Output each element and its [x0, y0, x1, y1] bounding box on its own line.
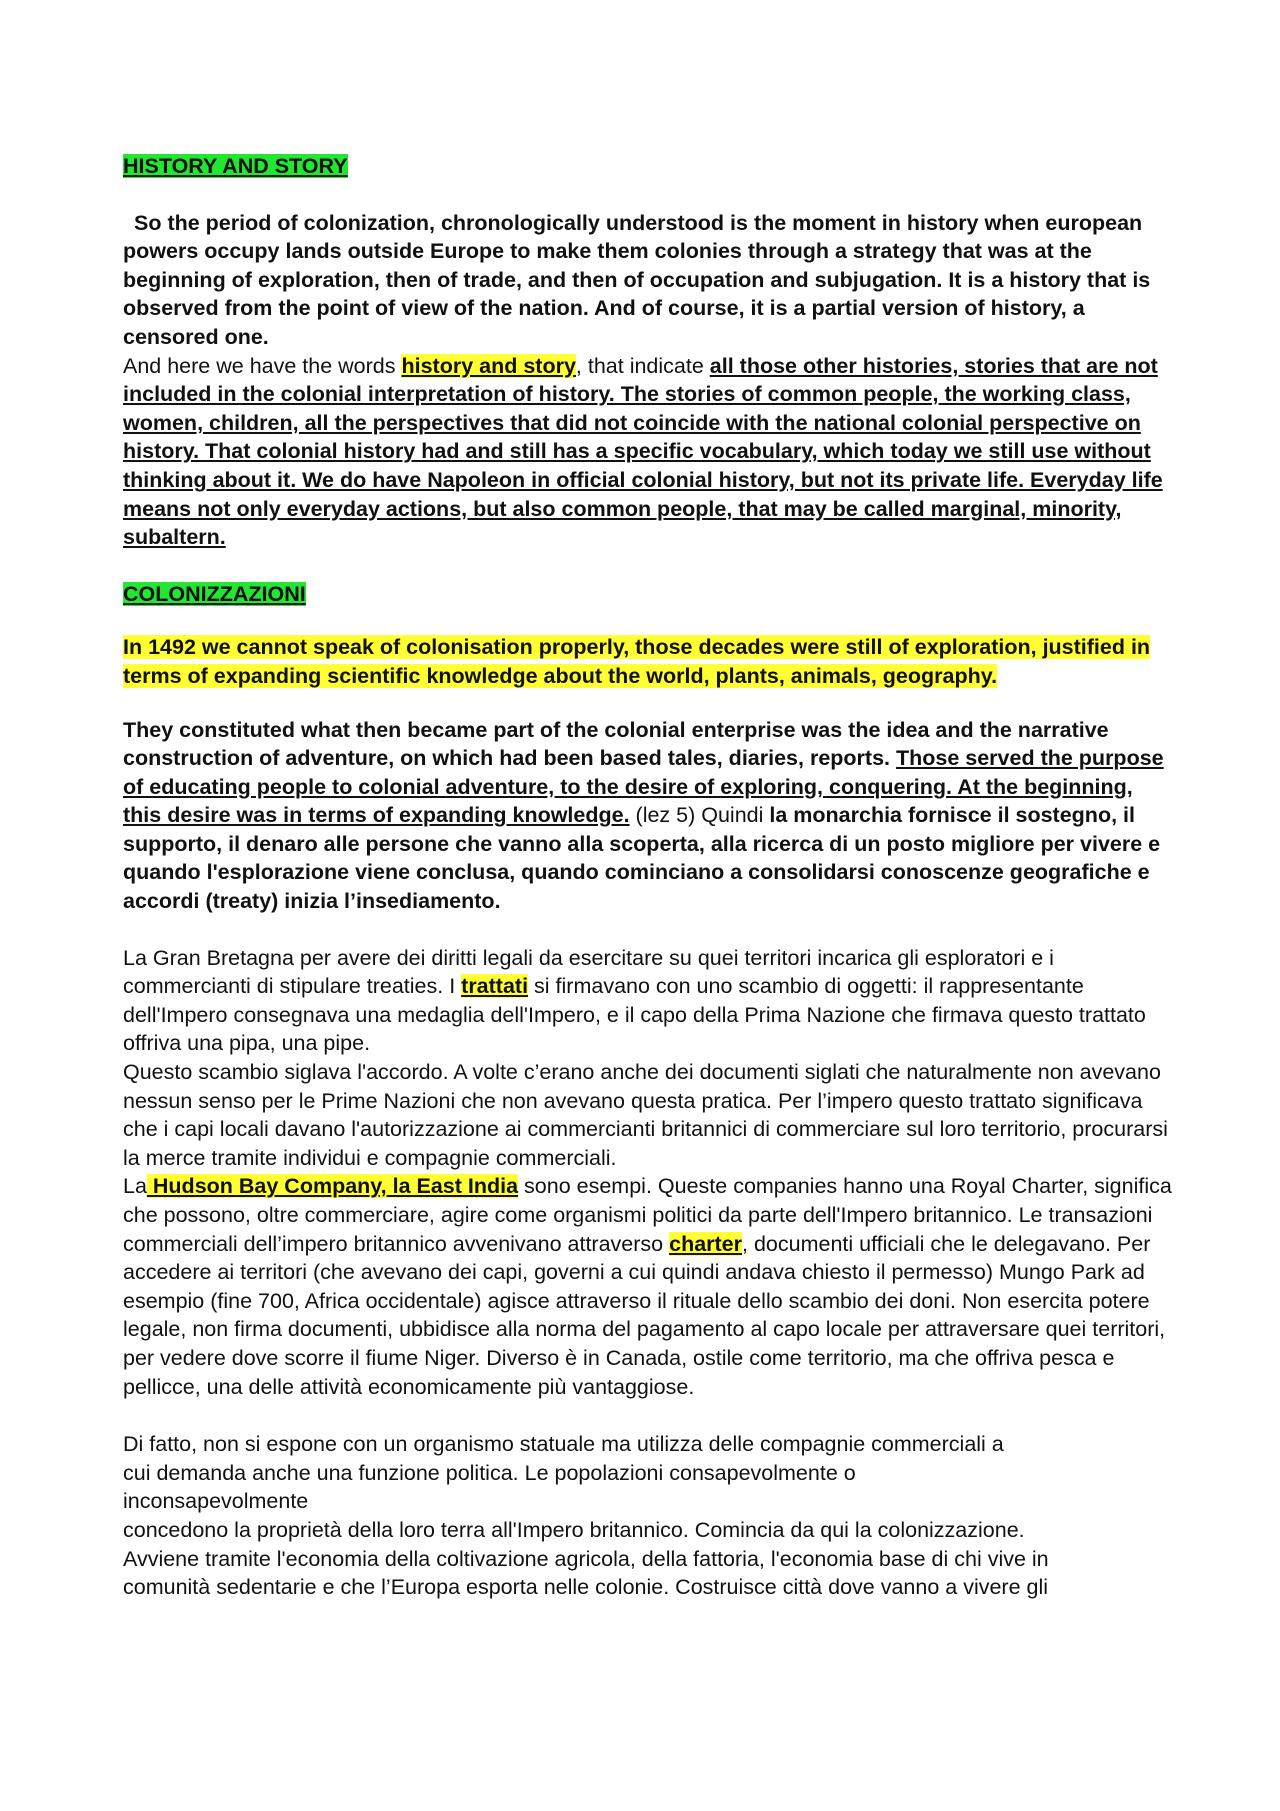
heading-history-text: HISTORY AND STORY	[123, 154, 348, 178]
adventure-underlined: Those served the purpose of educating people to colonial adventure, to the desire of exploring, conquering. At the beginning, this desire was in terms of expanding knowledge.	[123, 746, 1164, 828]
di-fatto-line-1: Di fatto, non si espone con un organismo statuale ma utilizza delle compagnie commerciali a	[123, 1432, 1004, 1457]
term-history-and-story: history and story	[401, 353, 576, 378]
paragraph-1492-text: In 1492 we cannot speak of colonisation properly, those decades were still of exploration, justified in terms of expanding scientific knowledge about the world, plants, animals, geography.	[123, 635, 1151, 688]
history-and-story-words	[123, 352, 1173, 552]
heading-history-and-story	[123, 152, 1173, 181]
di-fatto-line-6: comunità sedentarie e che l’Europa esporta nelle colonie. Costruisce città dove vanno a vivere gli	[123, 1575, 1049, 1600]
paragraph-1492	[123, 633, 1173, 690]
companies-charter	[123, 1172, 1173, 1401]
gran-bretagna-text-2: si firmavano con uno scambio di oggetti: il rappresentante dell'Impero consegnava una medaglia dell'Impero, e il capo della Prima Nazione che firmava questo trattato offriva una pipa, una pipe.	[123, 974, 1146, 1056]
paragraph-gran-bretagna	[123, 944, 1173, 1402]
paragraph-adventure	[123, 716, 1173, 916]
scambio-accordo: Questo scambio siglava l'accordo. A volte c’erano anche dei documenti siglati che naturalmente non avevano nessun senso per le Prime Nazioni che non avevano questa pratica. Per l’impero questo trattato significava che i capi locali davano l'autorizzazione ai commercianti britannici di commerciare sul loro territorio, procurarsi la merce tramite individui e compagnie commerciali.	[123, 1060, 1168, 1170]
gran-bretagna-text-1: La Gran Bretagna per avere dei diritti legali da esercitare su quei territori incarica gli esploratori e i commercianti di stipulare treaties. I	[123, 945, 1054, 999]
companies-text-3: , documenti ufficiali che le delegavano. Per accedere ai territori (che avevano dei capi, governi a cui quindi andava chiesto il permesso) Mungo Park ad esempio (fine 700, Africa occidentale) agisce attraverso il rituale dello scambio dei doni. Non esercita potere legale, non firma documenti, ubbidisce alla norma del pagamento al capo locale per attraversare quei territori, per vedere dove scorre il fiume Niger. Diverso è in Canada, ostile come territorio, ma che offriva pesca e pellicce, una delle attività economicamente più vantaggiose.	[123, 1231, 1166, 1399]
lez-text: (lez 5) Quindi	[629, 803, 770, 828]
document-page	[123, 152, 1173, 1602]
companies-text-1: La	[123, 1174, 147, 1199]
monarchia-bold: la monarchia fornisce il sostegno, il supporto, il denaro alle persone che vanno alla scoperta, alla ricerca di un posto migliore per vivere e quando l'esplorazione viene conclusa, quando cominciano a consolidarsi conoscenze geografiche e accordi (treaty) inizia l’insediamento.	[123, 803, 1161, 914]
companies-text-2: sono esempi. Queste companies hanno una Royal Charter, significa che possono, oltre commerciare, agire come organismi politici da parte dell'Impero britannico. Le transazioni commerciali dell’impero britannico avvenivano attraverso	[123, 1174, 1172, 1256]
paragraph-di-fatto	[123, 1430, 1173, 1602]
di-fatto-line-2: cui demanda anche una funzione politica. Le popolazioni consapevolmente o	[123, 1460, 856, 1485]
di-fatto-line-4: concedono la proprietà della loro terra all'Impero britannico. Comincia da qui la colonizzazione.	[123, 1517, 1025, 1542]
term-hudson-bay-east-india: Hudson Bay Company, la East India	[146, 1174, 519, 1199]
paragraph-colonization-period	[123, 209, 1173, 552]
gran-bretagna-treaties	[123, 944, 1173, 1058]
heading-colonizzazioni	[123, 580, 1173, 609]
words-mid: , that indicate	[575, 353, 710, 378]
term-charter: charter	[669, 1231, 743, 1256]
words-intro: And here we have the words	[123, 353, 402, 378]
colonization-period-bold: So the period of colonization, chronologically understood is the moment in history when european powers occupy lands outside Europe to make them colonies through a strategy that was at the beginning of exploration, then of trade, and then of occupation and subjugation. It is a history that is observed from the point of view of the nation. And of course, it is a partial version of history, a censored one.	[123, 210, 1151, 349]
di-fatto-line-3: inconsapevolmente	[123, 1489, 309, 1514]
di-fatto-line-5: Avviene tramite l'economia della coltivazione agricola, della fattoria, l'economia base di chi vive in	[123, 1546, 1049, 1571]
heading-colonizzazioni-text: COLONIZZAZIONI	[123, 581, 306, 606]
adventure-bold: They constituted what then became part of the colonial enterprise was the idea and the narrative construction of adventure, on which had been based tales, diaries, reports.	[123, 717, 1109, 771]
term-trattati: trattati	[461, 974, 529, 999]
other-histories-underlined: all those other histories, stories that are not included in the colonial interpretation of history. The stories of common people, the working class, women, children, all the perspectives that did not coincide with the national colonial perspective on history. That colonial history had and still has a specific vocabulary, which today we still use without thinking about it. We do have Napoleon in official colonial history, but not its private life. Everyday life means not only everyday actions, but also common people, that may be called marginal, minority, subaltern.	[123, 353, 1163, 550]
